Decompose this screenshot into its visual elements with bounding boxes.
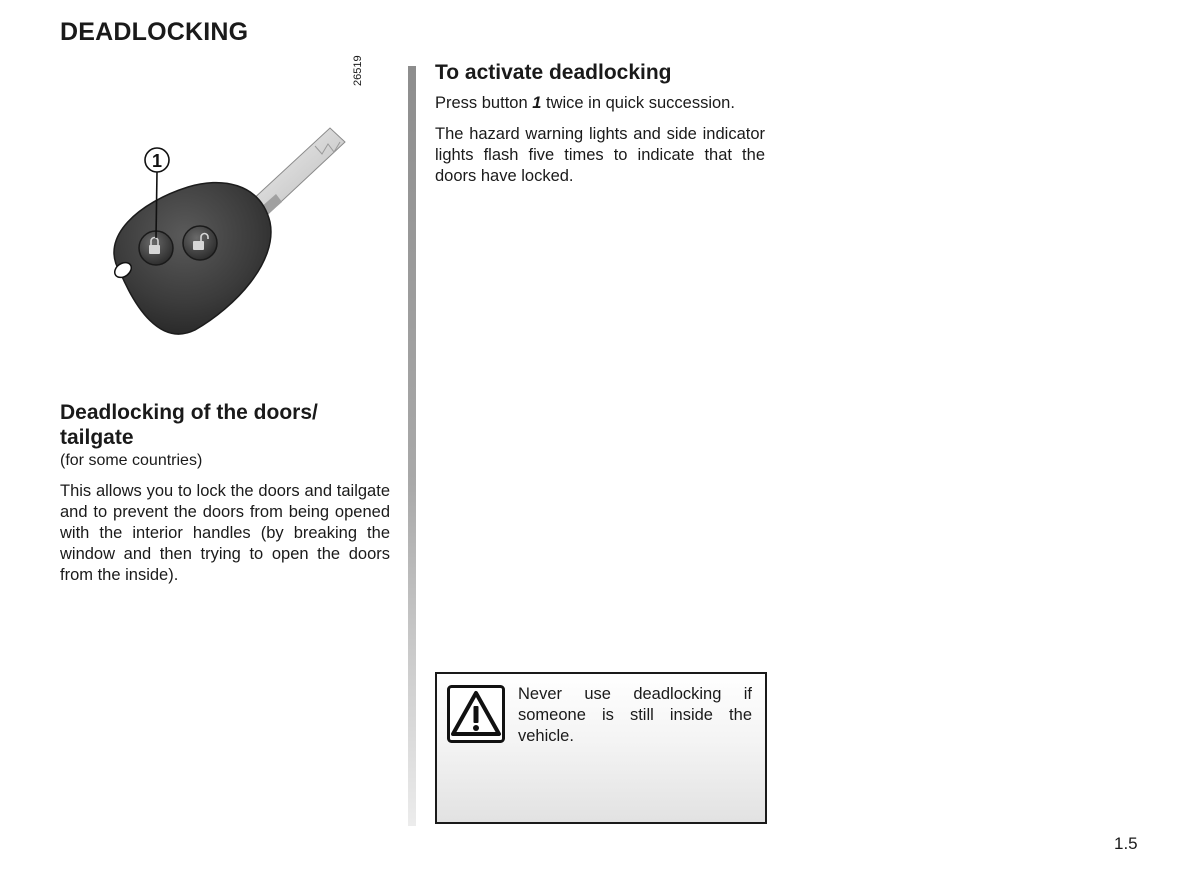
column-divider <box>408 66 416 826</box>
figure-code: 26519 <box>352 55 364 86</box>
page-number: 1.5 <box>1114 834 1138 853</box>
deadlocking-description: This allows you to lock the doors and tailgate and to prevent the doors from being opened with the interior handles (by breaking the window and then trying to open the doors from the inside). <box>60 482 390 584</box>
key-blade <box>250 128 345 216</box>
unlock-button <box>183 226 217 260</box>
remote-key-fob-illustration <box>60 62 390 362</box>
activation-step <box>435 93 765 114</box>
activation-step-text-before: Press button <box>435 94 533 112</box>
button-number-reference: 1 <box>532 94 542 112</box>
activate-deadlocking-heading: To activate deadlocking <box>435 61 672 84</box>
warning-box <box>435 672 767 824</box>
deadlocking-doors-heading: Deadlocking of the doors/ tailgate <box>60 401 318 449</box>
activation-step-text-after: twice in quick succession. <box>541 94 735 112</box>
callout-label: 1 <box>151 151 163 171</box>
warning-triangle-icon <box>447 685 505 743</box>
hazard-lights-description: The hazard warning lights and side indicator lights flash five times to indicate that the doors have locked. <box>435 125 765 185</box>
page-title: DEADLOCKING <box>60 18 249 46</box>
key-fob-figure <box>60 62 390 362</box>
left-column <box>60 400 390 596</box>
warning-text: Never use deadlocking if someone is still inside the vehicle. <box>518 685 752 745</box>
callout-leader <box>156 172 157 238</box>
right-column <box>435 60 765 197</box>
country-note: (for some countries) <box>60 452 203 469</box>
